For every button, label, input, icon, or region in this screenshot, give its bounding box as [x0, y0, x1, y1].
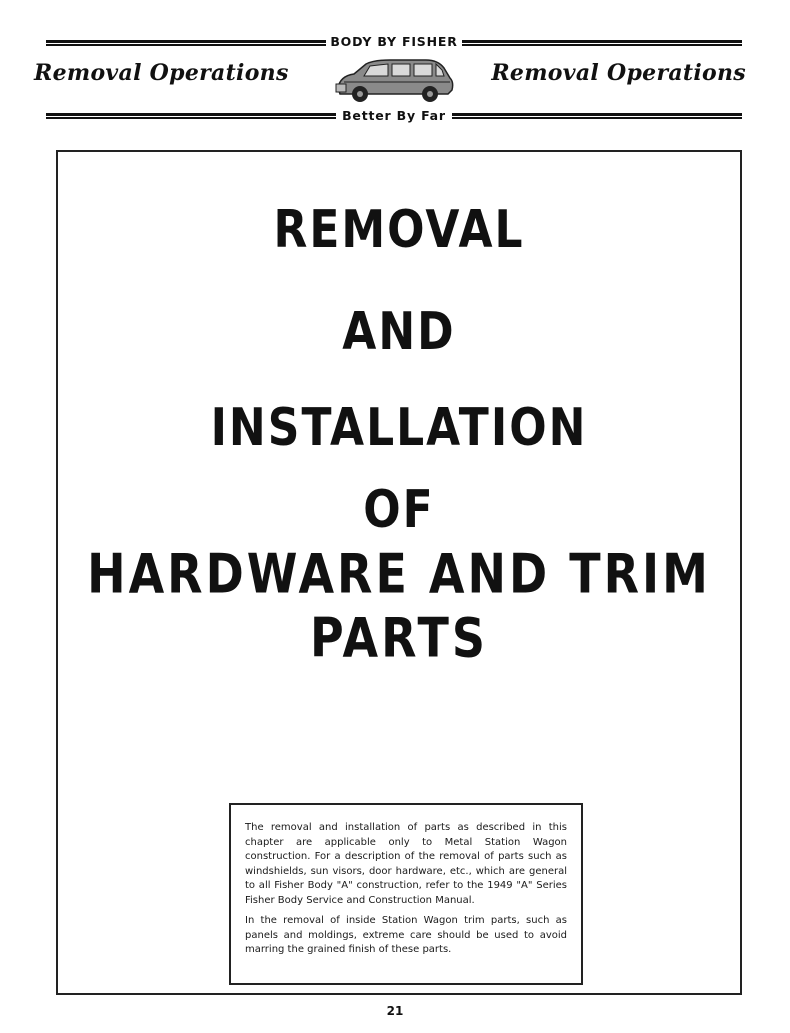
header-rule-bottom-left [46, 113, 336, 119]
station-wagon-icon [330, 54, 458, 106]
note-paragraph-1: The removal and installation of parts as described in this chapter are applicable only to Metal Station Wagon construction. For a description of the removal of parts such as windshields, sun visors, door hardware, etc., which are general to all Fisher Body "A" construction, refer to the 1949 "A" Series Fisher Body Service and Construction Manual. [245, 822, 567, 906]
title-line-installation: INSTALLATION [210, 398, 588, 459]
content-frame [56, 150, 742, 995]
header-rule-top-right [462, 40, 742, 46]
note-box [229, 803, 583, 985]
header-rule-bottom-right [452, 113, 742, 119]
title-line-and: AND [342, 302, 456, 363]
brand-top-label: BODY BY FISHER [330, 34, 458, 49]
title-line-of: OF [363, 480, 435, 541]
section-title-right: Removal Operations [491, 60, 746, 86]
title-line-removal: REMOVAL [273, 200, 525, 261]
brand-bottom-label: Better By Far [342, 108, 446, 123]
header-rule-top-left [46, 40, 326, 46]
title-line-parts: HARDWARE AND TRIM PARTS [87, 542, 711, 670]
page-number: 21 [386, 1004, 404, 1018]
section-title-left: Removal Operations [34, 60, 289, 86]
note-paragraph-2: In the removal of inside Station Wagon trim parts, such as panels and moldings, extreme care should be used to avoid marring the grained finish of these parts. [245, 915, 567, 955]
